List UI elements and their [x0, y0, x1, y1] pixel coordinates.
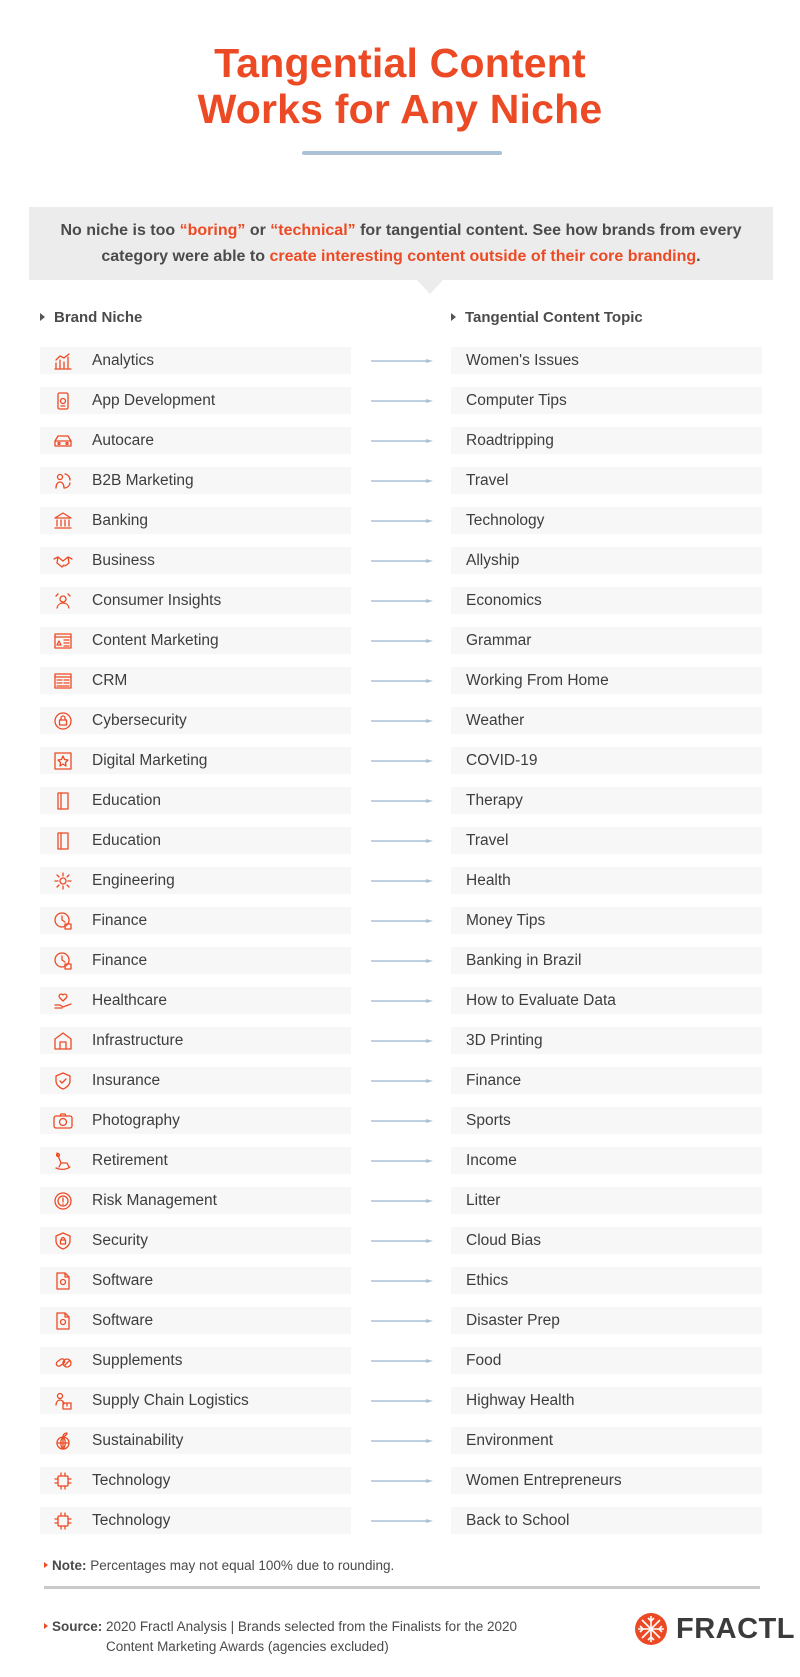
brand-niche-label: B2B Marketing	[92, 472, 194, 489]
list-item	[0, 427, 800, 467]
right-arrow-icon	[371, 559, 433, 563]
note-label: Note:	[52, 1558, 87, 1573]
note-text: Percentages may not equal 100% due to rounding.	[86, 1558, 395, 1573]
right-arrow-icon	[371, 959, 433, 963]
brand-niche-label: Banking	[92, 512, 149, 529]
topic-cell	[451, 1147, 762, 1174]
topic-label: Roadtripping	[466, 432, 554, 449]
right-arrow-icon	[371, 1079, 433, 1083]
brand-niche-label: Sustainability	[92, 1432, 184, 1449]
topic-label: Back to School	[466, 1512, 570, 1529]
right-arrow-icon	[371, 1279, 433, 1283]
right-arrow-icon	[371, 599, 433, 603]
brand-niche-label: Consumer Insights	[92, 592, 222, 609]
topic-label: Finance	[466, 1072, 522, 1089]
brand-niche-label: Technology	[92, 1512, 171, 1529]
brand-niche-cell	[40, 1267, 351, 1294]
list-item	[0, 1227, 800, 1267]
list-item	[0, 867, 800, 907]
topic-cell	[451, 667, 762, 694]
page-title	[0, 40, 800, 132]
brand-niche-cell	[40, 1227, 351, 1254]
brand-niche-cell	[40, 1067, 351, 1094]
topic-cell	[451, 467, 762, 494]
brand-niche-cell	[40, 1307, 351, 1334]
topic-label: Travel	[466, 832, 509, 849]
topic-label: Travel	[466, 472, 509, 489]
topic-cell	[451, 427, 762, 454]
brand-niche-cell	[40, 1507, 351, 1534]
list-item	[0, 1307, 800, 1347]
list-item	[0, 467, 800, 507]
topic-cell	[451, 867, 762, 894]
fractl-logo	[634, 1611, 795, 1645]
topic-label: Allyship	[466, 552, 520, 569]
brand-niche-cell	[40, 947, 351, 974]
b2b-marketing-icon	[53, 471, 73, 491]
brand-niche-label: Content Marketing	[92, 632, 219, 649]
technology-chip-icon	[53, 1511, 73, 1531]
fractl-logo-icon	[634, 1612, 668, 1646]
healthcare-heart-hand-icon	[53, 991, 73, 1011]
intro-technical: “technical”	[270, 222, 356, 239]
topic-cell	[451, 1347, 762, 1374]
right-arrow-icon	[371, 879, 433, 883]
right-arrow-icon	[371, 1239, 433, 1243]
right-arrow-icon	[371, 719, 433, 723]
infrastructure-building-icon	[53, 1031, 73, 1051]
topic-cell	[451, 1307, 762, 1334]
topic-label: Cloud Bias	[466, 1232, 541, 1249]
brand-niche-cell	[40, 1427, 351, 1454]
brand-niche-cell	[40, 427, 351, 454]
right-arrow-icon	[371, 479, 433, 483]
brand-niche-cell	[40, 1027, 351, 1054]
sustainability-globe-icon	[53, 1431, 73, 1451]
analytics-icon	[53, 351, 73, 371]
brand-niche-cell	[40, 1387, 351, 1414]
intro-boring: “boring”	[179, 222, 246, 239]
brand-niche-cell	[40, 787, 351, 814]
brand-niche-label: Cybersecurity	[92, 712, 187, 729]
intro-callout	[29, 207, 773, 280]
content-marketing-icon	[53, 631, 73, 651]
brand-niche-cell	[40, 347, 351, 374]
topic-label: Women's Issues	[466, 352, 579, 369]
triangle-bullet-icon	[44, 1623, 48, 1629]
right-arrow-icon	[371, 399, 433, 403]
topic-label: Weather	[466, 712, 525, 729]
brand-niche-cell	[40, 1187, 351, 1214]
list-item	[0, 547, 800, 587]
topic-cell	[451, 1187, 762, 1214]
logo-wordmark: FRACTL	[676, 1613, 795, 1645]
topic-cell	[451, 1027, 762, 1054]
brand-niche-label: Supply Chain Logistics	[92, 1392, 249, 1409]
topic-cell	[451, 1427, 762, 1454]
topic-cell	[451, 1107, 762, 1134]
list-item	[0, 387, 800, 427]
topic-label: Litter	[466, 1192, 501, 1209]
triangle-bullet-icon	[44, 1562, 48, 1568]
education-book-icon	[53, 831, 73, 851]
brand-niche-label: Infrastructure	[92, 1032, 184, 1049]
crm-icon	[53, 671, 73, 691]
list-item	[0, 1267, 800, 1307]
brand-niche-cell	[40, 1147, 351, 1174]
list-item	[0, 707, 800, 747]
right-arrow-icon	[371, 439, 433, 443]
topic-cell	[451, 787, 762, 814]
technology-chip-icon	[53, 1471, 73, 1491]
topic-label: Sports	[466, 1112, 511, 1129]
risk-alert-icon	[53, 1191, 73, 1211]
topic-cell	[451, 1227, 762, 1254]
topic-cell	[451, 587, 762, 614]
topic-cell	[451, 707, 762, 734]
list-item	[0, 1067, 800, 1107]
list-item	[0, 1027, 800, 1067]
topic-label: Ethics	[466, 1272, 509, 1289]
security-shield-lock-icon	[53, 1231, 73, 1251]
topic-label: 3D Printing	[466, 1032, 543, 1049]
intro-text-1: No niche is too	[60, 222, 180, 239]
brand-niche-label: Risk Management	[92, 1192, 217, 1209]
right-arrow-icon	[371, 519, 433, 523]
title-line-2: Works for Any Niche	[197, 86, 603, 132]
list-item	[0, 1387, 800, 1427]
topic-label: Technology	[466, 512, 545, 529]
brand-niche-label: Education	[92, 832, 161, 849]
list-item	[0, 787, 800, 827]
source-citation	[44, 1617, 574, 1657]
right-arrow-icon	[371, 1319, 433, 1323]
list-item	[0, 947, 800, 987]
column-header-topic	[451, 309, 643, 326]
topic-label: Money Tips	[466, 912, 546, 929]
topic-label: Working From Home	[466, 672, 609, 689]
list-item	[0, 987, 800, 1027]
consumer-insights-icon	[53, 591, 73, 611]
right-arrow-icon	[371, 759, 433, 763]
right-arrow-icon	[371, 1119, 433, 1123]
topic-label: How to Evaluate Data	[466, 992, 616, 1009]
topic-label: Grammar	[466, 632, 532, 649]
topic-label: Income	[466, 1152, 517, 1169]
brand-niche-label: Software	[92, 1312, 154, 1329]
list-item	[0, 627, 800, 667]
topic-cell	[451, 1387, 762, 1414]
brand-niche-cell	[40, 1467, 351, 1494]
brand-niche-cell	[40, 827, 351, 854]
right-arrow-icon	[371, 1359, 433, 1363]
camera-icon	[53, 1111, 73, 1131]
brand-niche-label: Finance	[92, 912, 148, 929]
finance-clock-icon	[53, 951, 73, 971]
list-item	[0, 907, 800, 947]
finance-clock-icon	[53, 911, 73, 931]
supply-chain-icon	[53, 1391, 73, 1411]
brand-niche-cell	[40, 987, 351, 1014]
right-arrow-icon	[371, 999, 433, 1003]
topic-label: Women Entrepreneurs	[466, 1472, 622, 1489]
brand-niche-cell	[40, 867, 351, 894]
brand-niche-label: Analytics	[92, 352, 155, 369]
digital-marketing-star-icon	[53, 751, 73, 771]
topic-cell	[451, 987, 762, 1014]
topic-label: COVID-19	[466, 752, 538, 769]
brand-niche-label: Photography	[92, 1112, 180, 1129]
right-arrow-icon	[371, 359, 433, 363]
topic-label: Health	[466, 872, 511, 889]
brand-niche-cell	[40, 907, 351, 934]
topic-cell	[451, 947, 762, 974]
brand-niche-label: Insurance	[92, 1072, 161, 1089]
list-item	[0, 1347, 800, 1387]
brand-niche-cell	[40, 547, 351, 574]
triangle-bullet-icon	[451, 313, 456, 321]
right-arrow-icon	[371, 1199, 433, 1203]
topic-cell	[451, 1267, 762, 1294]
bank-icon	[53, 511, 73, 531]
topic-cell	[451, 747, 762, 774]
autocare-icon	[53, 431, 73, 451]
right-arrow-icon	[371, 799, 433, 803]
brand-niche-cell	[40, 627, 351, 654]
topic-label: Disaster Prep	[466, 1312, 560, 1329]
topic-label: Banking in Brazil	[466, 952, 582, 969]
engineering-gear-icon	[53, 871, 73, 891]
topic-cell	[451, 1467, 762, 1494]
list-item	[0, 347, 800, 387]
cybersecurity-lock-icon	[53, 711, 73, 731]
intro-text-2: or	[245, 222, 271, 239]
brand-niche-label: Retirement	[92, 1152, 168, 1169]
list-item	[0, 1507, 800, 1547]
title-line-1: Tangential Content	[214, 40, 586, 86]
insurance-shield-icon	[53, 1071, 73, 1091]
footnote	[44, 1558, 394, 1573]
list-item	[0, 667, 800, 707]
triangle-bullet-icon	[40, 313, 45, 321]
topic-cell	[451, 627, 762, 654]
topic-cell	[451, 907, 762, 934]
brand-niche-cell	[40, 467, 351, 494]
education-book-icon	[53, 791, 73, 811]
source-text: 2020 Fractl Analysis | Brands selected from the Finalists for the 2020 Content Marketing Awards (agencies excluded)	[106, 1619, 517, 1654]
column-header-label: Brand Niche	[54, 309, 143, 326]
right-arrow-icon	[371, 1439, 433, 1443]
title-divider	[302, 151, 502, 155]
list-item	[0, 827, 800, 867]
brand-niche-cell	[40, 507, 351, 534]
brand-niche-label: Security	[92, 1232, 148, 1249]
column-header-brand-niche	[40, 309, 142, 326]
topic-cell	[451, 387, 762, 414]
handshake-icon	[53, 551, 73, 571]
topic-cell	[451, 1507, 762, 1534]
brand-niche-label: Finance	[92, 952, 148, 969]
right-arrow-icon	[371, 919, 433, 923]
brand-niche-cell	[40, 1347, 351, 1374]
intro-highlight: create interesting content outside of their core branding	[269, 248, 697, 265]
brand-niche-cell	[40, 707, 351, 734]
list-item	[0, 1147, 800, 1187]
brand-niche-cell	[40, 587, 351, 614]
intro-text-3: for tangential content. See how brands from every category were able to	[101, 222, 742, 265]
app-development-icon	[53, 391, 73, 411]
topic-label: Economics	[466, 592, 542, 609]
list-item	[0, 1187, 800, 1227]
brand-niche-label: Autocare	[92, 432, 155, 449]
topic-label: Food	[466, 1352, 502, 1369]
column-header-label: Tangential Content Topic	[465, 309, 643, 326]
list-item	[0, 1427, 800, 1467]
niche-topic-list	[0, 347, 800, 1547]
footer-divider	[44, 1586, 760, 1589]
brand-niche-label: Engineering	[92, 872, 175, 889]
brand-niche-cell	[40, 747, 351, 774]
list-item	[0, 1467, 800, 1507]
brand-niche-label: Supplements	[92, 1352, 183, 1369]
list-item	[0, 747, 800, 787]
brand-niche-label: Business	[92, 552, 155, 569]
right-arrow-icon	[371, 1399, 433, 1403]
brand-niche-label: Software	[92, 1272, 154, 1289]
source-label: Source:	[52, 1619, 103, 1634]
brand-niche-label: Digital Marketing	[92, 752, 208, 769]
brand-niche-cell	[40, 1107, 351, 1134]
right-arrow-icon	[371, 639, 433, 643]
right-arrow-icon	[371, 1479, 433, 1483]
topic-cell	[451, 547, 762, 574]
supplements-pills-icon	[53, 1351, 73, 1371]
right-arrow-icon	[371, 1039, 433, 1043]
topic-cell	[451, 347, 762, 374]
right-arrow-icon	[371, 679, 433, 683]
brand-niche-cell	[40, 387, 351, 414]
retirement-rocking-chair-icon	[53, 1151, 73, 1171]
brand-niche-label: Education	[92, 792, 161, 809]
topic-cell	[451, 507, 762, 534]
brand-niche-label: Technology	[92, 1472, 171, 1489]
list-item	[0, 1107, 800, 1147]
topic-label: Environment	[466, 1432, 554, 1449]
right-arrow-icon	[371, 839, 433, 843]
brand-niche-label: Healthcare	[92, 992, 167, 1009]
right-arrow-icon	[371, 1159, 433, 1163]
brand-niche-cell	[40, 667, 351, 694]
topic-label: Highway Health	[466, 1392, 575, 1409]
topic-cell	[451, 827, 762, 854]
software-document-gear-icon	[53, 1271, 73, 1291]
list-item	[0, 507, 800, 547]
brand-niche-label: App Development	[92, 392, 216, 409]
software-document-gear-icon	[53, 1311, 73, 1331]
intro-text-4: .	[696, 248, 701, 265]
topic-cell	[451, 1067, 762, 1094]
list-item	[0, 587, 800, 627]
brand-niche-label: CRM	[92, 672, 128, 689]
topic-label: Computer Tips	[466, 392, 567, 409]
right-arrow-icon	[371, 1519, 433, 1523]
topic-label: Therapy	[466, 792, 523, 809]
